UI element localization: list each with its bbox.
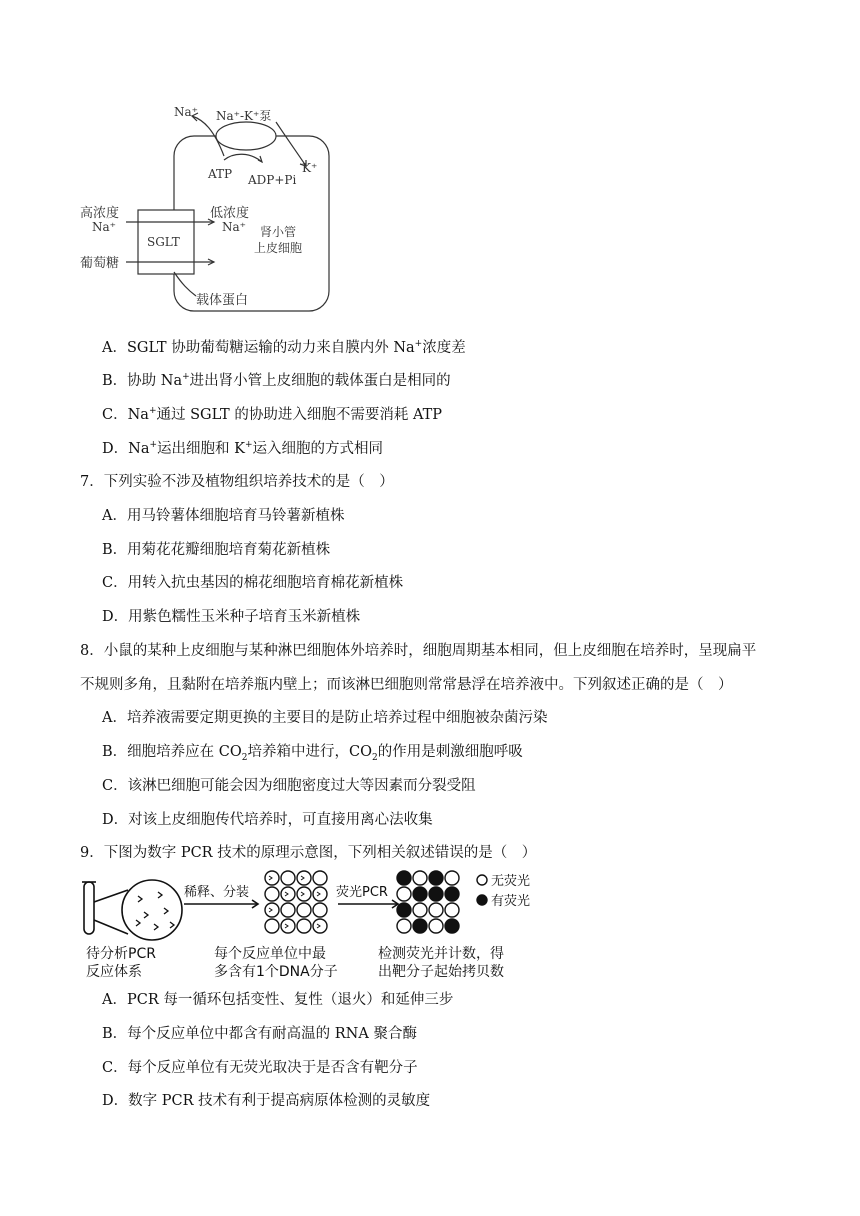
non-fluorescent-unit <box>413 903 427 917</box>
reaction-unit <box>313 871 327 885</box>
q8-option-a: A．培养液需要定期更换的主要目的是防止培养过程中细胞被杂菌污染 <box>102 710 548 726</box>
non-fluorescent-unit <box>445 903 459 917</box>
legend-yes-label: 有荧光 <box>491 894 531 909</box>
reaction-unit <box>281 903 295 917</box>
legend-no-marker <box>477 875 487 885</box>
q8-option-d: D．对该上皮细胞传代培养时，可直接用离心法收集 <box>102 812 433 828</box>
caption2-line1: 每个反应单位中最 <box>214 946 326 962</box>
adp-label: ADP+Pi <box>248 173 297 187</box>
caption3-line1: 检测荧光并计数，得 <box>378 946 504 962</box>
reaction-unit <box>297 903 311 917</box>
low-na-label: Na⁺ <box>222 220 246 234</box>
non-fluorescent-unit <box>429 919 443 933</box>
pump-label: Na⁺-K⁺泵 <box>216 109 272 123</box>
q8-stem-line2: 不规则多角，且黏附在培养瓶内壁上；而该淋巴细胞则常常悬浮在培养液中。下列叙述正确的是（ ） <box>80 677 733 693</box>
q7-option-a: A．用马铃薯体细胞培育马铃薯新植株 <box>102 508 345 524</box>
high-na-label: Na⁺ <box>92 220 116 234</box>
q6-option-b: B．协助 Na+进出肾小管上皮细胞的载体蛋白是相同的 <box>102 372 451 389</box>
reaction-unit <box>265 919 279 933</box>
carrier-pointer <box>174 272 196 296</box>
non-fluorescent-unit <box>397 887 411 901</box>
q9-option-d: D．数字 PCR 技术有利于提高病原体检测的灵敏度 <box>102 1093 431 1109</box>
low-conc-label: 低浓度 <box>210 206 250 221</box>
q7-option-c: C．用转入抗虫基因的棉花细胞培育棉花新植株 <box>102 575 404 591</box>
step1-label: 稀释、分装 <box>184 885 250 900</box>
q6-option-c: C．Na+通过 SGLT 的协助进入细胞不需要消耗 ATP <box>102 406 443 423</box>
fluorescent-unit <box>397 871 411 885</box>
cell-name-1: 肾小管 <box>260 225 297 239</box>
reaction-unit <box>297 919 311 933</box>
fluorescent-unit <box>445 919 459 933</box>
fluorescent-unit <box>429 871 443 885</box>
test-tube <box>84 882 94 934</box>
caption1-line1: 待分析PCR <box>86 946 156 962</box>
caption2-line2: 多含有1个DNA分子 <box>214 964 338 980</box>
dna-molecules <box>136 892 174 930</box>
k-in-label: K⁺ <box>302 161 318 175</box>
pump-ellipse <box>216 122 276 150</box>
q6-option-d: D．Na+运出细胞和 K+运入细胞的方式相同 <box>102 440 384 457</box>
reaction-unit <box>281 871 295 885</box>
atp-curve <box>224 154 262 162</box>
fluorescent-unit <box>413 919 427 933</box>
fluorescence-grid <box>397 871 459 933</box>
q6-option-a: A．SGLT 协助葡萄糖运输的动力来自膜内外 Na+浓度差 <box>102 339 466 356</box>
k-in-curve <box>276 122 306 166</box>
high-conc-label: 高浓度 <box>80 206 120 221</box>
reaction-unit <box>313 903 327 917</box>
q8-option-c: C．该淋巴细胞可能会因为细胞密度过大等因素而分裂受阻 <box>102 778 476 794</box>
digital-pcr-diagram <box>80 868 550 980</box>
na-out-label: Na⁺ <box>174 105 198 119</box>
caption1-line2: 反应体系 <box>86 964 142 980</box>
reaction-mix-circle <box>122 880 182 940</box>
q7-option-b: B．用菊花花瓣细胞培育菊花新植株 <box>102 542 331 558</box>
fluorescent-unit <box>413 887 427 901</box>
carrier-label: 载体蛋白 <box>196 293 249 308</box>
q9-option-b: B．每个反应单位中都含有耐高温的 RNA 聚合酶 <box>102 1026 417 1042</box>
non-fluorescent-unit <box>397 919 411 933</box>
non-fluorescent-unit <box>413 871 427 885</box>
legend-no-label: 无荧光 <box>491 874 531 889</box>
q7-option-d: D．用紫色糯性玉米种子培育玉米新植株 <box>102 609 361 625</box>
caption3-line2: 出靶分子起始拷贝数 <box>378 964 504 980</box>
fluorescent-unit <box>397 903 411 917</box>
transport-diagram <box>74 100 364 315</box>
q8-option-b: B．细胞培养应在 $CO_2$培养箱中进行，$CO_2$的作用是刺激细胞呼吸 <box>102 744 523 763</box>
cell-name-2: 上皮细胞 <box>254 241 303 255</box>
step2-label: 荧光PCR <box>336 885 388 900</box>
atp-label: ATP <box>208 167 233 181</box>
sglt-label: SGLT <box>147 235 180 249</box>
legend-yes-marker <box>477 895 487 905</box>
fluorescent-unit <box>445 887 459 901</box>
q9-option-a: A．PCR 每一循环包括变性、复性（退火）和延伸三步 <box>102 992 454 1008</box>
q9-stem: 9．下图为数字 PCR 技术的原理示意图，下列相关叙述错误的是（ ） <box>80 845 537 861</box>
partition-grid <box>265 871 327 933</box>
non-fluorescent-unit <box>445 871 459 885</box>
non-fluorescent-unit <box>429 903 443 917</box>
reaction-unit <box>265 887 279 901</box>
q8-stem-line1: 8．小鼠的某种上皮细胞与某种淋巴细胞体外培养时，细胞周期基本相同，但上皮细胞在培养时，呈现扁平 <box>80 643 757 659</box>
q9-option-c: C．每个反应单位有无荧光取决于是否含有靶分子 <box>102 1060 418 1076</box>
q7-stem: 7．下列实验不涉及植物组织培养技术的是（ ） <box>80 474 394 490</box>
glucose-label: 葡萄糖 <box>80 256 120 271</box>
fluorescent-unit <box>429 887 443 901</box>
